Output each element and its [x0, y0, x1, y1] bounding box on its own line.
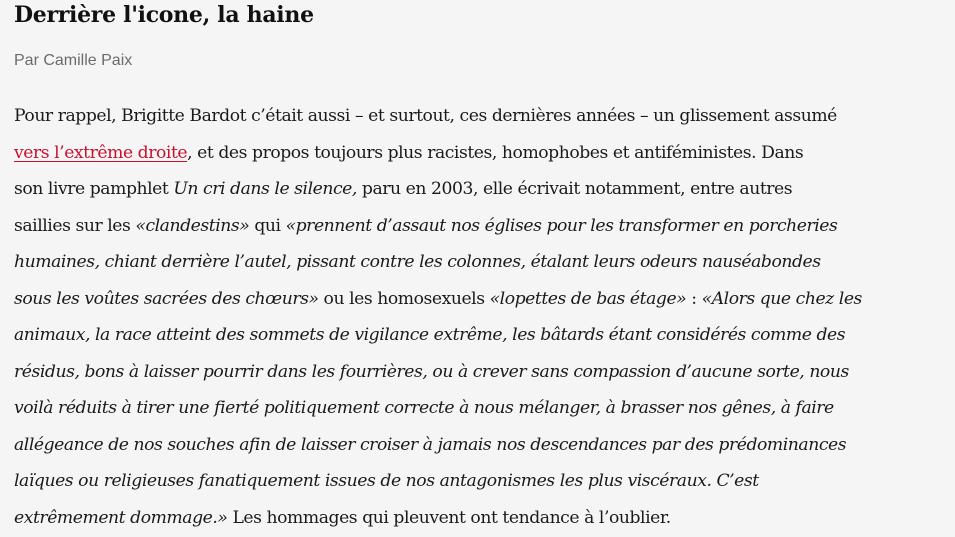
body-text-segment: son livre pamphlet	[14, 179, 174, 199]
quoted-text: Un cri dans le silence,	[173, 179, 357, 199]
quoted-text: humaines, chiant derrière l’autel, pissant contre les colonnes, étalant leurs odeurs nauséabondes	[14, 252, 821, 272]
article-headline: Derrière l'icone, la haine	[14, 2, 314, 28]
paragraph-line	[14, 208, 954, 245]
paragraph-line	[14, 463, 954, 500]
article-body	[14, 98, 954, 536]
quoted-text: sous les voûtes sacrées des chœurs»	[14, 288, 319, 309]
quoted-text: «clandestins»	[135, 215, 250, 236]
paragraph-line	[14, 98, 954, 135]
body-text-segment: paru en 2003, elle écrivait notamment, entre autres	[356, 179, 793, 199]
quoted-text: voilà réduits à tirer une fierté politiquement correcte à nous mélanger, à brasser nos gênes, à faire	[14, 398, 834, 418]
article-byline: Par Camille Paix	[14, 52, 133, 69]
paragraph-line	[14, 427, 954, 464]
paragraph-line	[14, 390, 954, 427]
paragraph-line	[14, 244, 954, 281]
body-text-segment: qui	[249, 215, 286, 236]
quoted-text: résidus, bons à laisser pourrir dans les fourrières, ou à crever sans compassion d’aucune sorte, nous	[14, 361, 849, 382]
body-text-segment: saillies sur les	[14, 215, 136, 236]
body-text-segment: ou les homosexuels	[318, 288, 490, 309]
paragraph-line	[14, 281, 954, 318]
quoted-text: allégeance de nos souches afin de laisser croiser à jamais nos descendances par des prédominances	[14, 434, 847, 455]
quoted-text: «prennent d’assaut nos églises pour les transformer en porcheries	[285, 215, 838, 236]
paragraph-line	[14, 354, 954, 391]
quoted-text: extrêmement dommage.»	[14, 507, 228, 528]
body-text-segment: :	[686, 288, 702, 309]
quoted-text: «Alors que chez les	[701, 288, 862, 309]
quoted-text: «lopettes de bas étage»	[489, 288, 687, 309]
paragraph-line	[14, 500, 954, 537]
body-text-segment: , et des propos toujours plus racistes, homophobes et antiféministes. Dans	[187, 142, 804, 163]
paragraph-line	[14, 135, 954, 172]
paragraph-line	[14, 317, 954, 354]
body-text-segment: Pour rappel, Brigitte Bardot c’était aussi – et surtout, ces dernières années – un glissement assumé	[14, 106, 837, 126]
body-text-segment: Les hommages qui pleuvent ont tendance à l’oublier.	[227, 507, 671, 528]
quoted-text: laïques ou religieuses fanatiquement issues de nos antagonismes les plus viscéraux. C’est	[14, 471, 759, 491]
quoted-text: animaux, la race atteint des sommets de vigilance extrême, les bâtards étant considérés comme des	[14, 325, 846, 345]
paragraph-line	[14, 171, 954, 208]
inline-link[interactable]: vers l’extrême droite	[14, 142, 188, 163]
